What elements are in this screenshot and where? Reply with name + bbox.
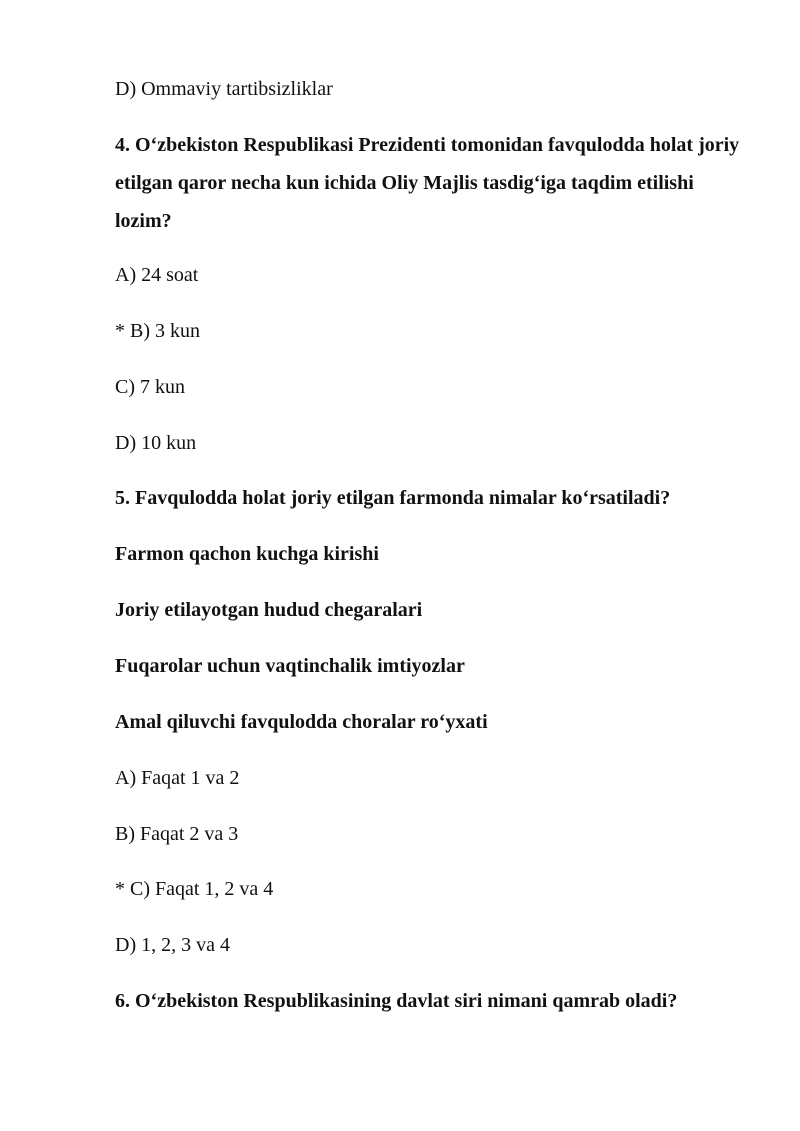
answer-option-correct: * C) Faqat 1, 2 va 4 (115, 878, 274, 900)
answer-option: B) Faqat 2 va 3 (115, 823, 239, 845)
question-5: 5. Favqulodda holat joriy etilgan farmonda nimalar ko‘rsatiladi? (115, 487, 671, 509)
answer-option: A) Faqat 1 va 2 (115, 767, 240, 789)
answer-option: D) Ommaviy tartibsizliklar (115, 78, 333, 100)
question-6: 6. O‘zbekiston Respublikasining davlat siri nimani qamrab oladi? (115, 990, 678, 1012)
statement-item: Farmon qachon kuchga kirishi (115, 543, 379, 565)
answer-option-correct: * B) 3 kun (115, 320, 200, 342)
answer-option: C) 7 kun (115, 376, 185, 398)
statement-item: Amal qiluvchi favqulodda choralar ro‘yxati (115, 711, 488, 733)
answer-option: D) 1, 2, 3 va 4 (115, 934, 230, 956)
question-4: 4. O‘zbekiston Respublikasi Prezidenti tomonidan favqulodda holat joriy etilgan qaror necha kun ichida Oliy Majlis tasdig‘iga taqdim etilishi lozim? (115, 134, 740, 232)
statement-item: Fuqarolar uchun vaqtinchalik imtiyozlar (115, 655, 465, 677)
answer-option: D) 10 kun (115, 432, 197, 454)
answer-option: A) 24 soat (115, 264, 199, 286)
statement-item: Joriy etilayotgan hudud chegaralari (115, 599, 423, 621)
